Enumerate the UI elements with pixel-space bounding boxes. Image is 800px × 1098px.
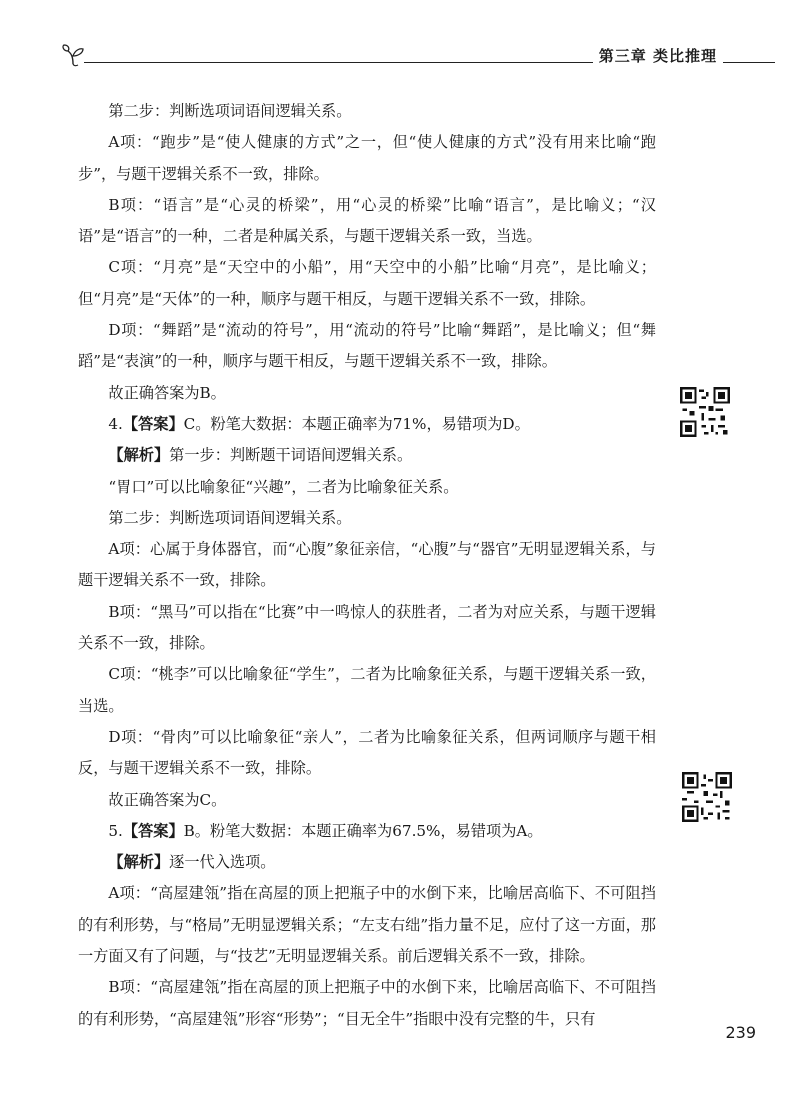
analysis-tag: 【解析】 — [108, 853, 170, 872]
answer-paragraph — [78, 816, 656, 847]
qr-code-icon — [682, 772, 732, 822]
answer-text: B。粉笔大数据：本题正确率为67.5%，易错项为A。 — [183, 821, 543, 840]
body-paragraph: B项：“高屋建瓴”指在高屋的顶上把瓶子中的水倒下来，比喻居高临下、不可阻挡的有利形势，“高屋建瓴”形容“形势”；“目无全牛”指眼中没有完整的牛，只有 — [78, 978, 656, 1028]
body-paragraph: 第二步：判断选项词语间逻辑关系。 — [108, 508, 352, 527]
body-paragraph: “胃口”可以比喻象征“兴趣”，二者为比喻象征关系。 — [108, 477, 459, 496]
body-paragraph: A项：心属于身体器官，而“心腹”象征亲信，“心腹”与“器官”无明显逻辑关系，与题干逻辑关系不一致，排除。 — [78, 540, 656, 590]
body-paragraph: A项：“高屋建瓴”指在高屋的顶上把瓶子中的水倒下来，比喻居高临下、不可阻挡的有利形势，与“格局”无明显逻辑关系；“左支右绌”指力量不足，应付了这一方面，那一方面又有了问题，与“技艺”无明显逻辑关系。前后逻辑关系不一致，排除。 — [78, 884, 656, 966]
leaf-icon — [60, 42, 86, 68]
qr-code-icon — [680, 387, 730, 437]
chapter-title: 第三章 类比推理 — [593, 45, 723, 66]
analysis-text: 第一步：判断题干词语间逻辑关系。 — [169, 446, 413, 465]
body-paragraph: C项：“月亮”是“天空中的小船”，用“天空中的小船”比喻“月亮”，是比喻义；但“月亮”是“天体”的一种，顺序与题干相反，与题干逻辑关系不一致，排除。 — [78, 258, 656, 308]
body-paragraph: C项：“桃李”可以比喻象征“学生”，二者为比喻象征关系，与题干逻辑关系一致，当选。 — [78, 665, 656, 715]
answer-tag: 【答案】 — [122, 821, 184, 840]
analysis-paragraph — [78, 847, 656, 878]
analysis-text: 逐一代入选项。 — [169, 853, 276, 872]
body-paragraph: D项：“骨肉”可以比喻象征“亲人”，二者为比喻象征关系，但两词顺序与题干相反，与题干逻辑关系不一致，排除。 — [78, 727, 656, 778]
body-paragraph: B项：“语言”是“心灵的桥梁”，用“心灵的桥梁”比喻“语言”，是比喻义；“汉语”是“语言”的一种，二者是种属关系，与题干逻辑关系一致，当选。 — [78, 195, 656, 246]
body-paragraph: 故正确答案为B。 — [108, 383, 226, 402]
analysis-paragraph — [78, 440, 656, 471]
page-number: 239 — [725, 1023, 756, 1042]
page-body — [78, 96, 656, 1035]
answer-text: C。粉笔大数据：本题正确率为71%，易错项为D。 — [183, 414, 530, 433]
body-paragraph: A项：“跑步”是“使人健康的方式”之一，但“使人健康的方式”没有用来比喻“跑步”，与题干逻辑关系不一致，排除。 — [78, 133, 656, 183]
answer-paragraph — [78, 409, 656, 440]
body-paragraph: 故正确答案为C。 — [108, 790, 227, 809]
question-number: 5. — [108, 821, 123, 840]
page-header — [60, 40, 775, 70]
analysis-tag: 【解析】 — [108, 446, 170, 465]
body-paragraph: D项：“舞蹈”是“流动的符号”，用“流动的符号”比喻“舞蹈”，是比喻义；但“舞蹈”是“表演”的一种，顺序与题干相反，与题干逻辑关系不一致，排除。 — [78, 321, 656, 371]
question-number: 4. — [108, 414, 123, 433]
body-paragraph: B项：“黑马”可以指在“比赛”中一鸣惊人的获胜者，二者为对应关系，与题干逻辑关系不一致，排除。 — [78, 602, 656, 653]
answer-tag: 【答案】 — [122, 414, 184, 433]
body-paragraph: 第二步：判断选项词语间逻辑关系。 — [108, 102, 352, 120]
